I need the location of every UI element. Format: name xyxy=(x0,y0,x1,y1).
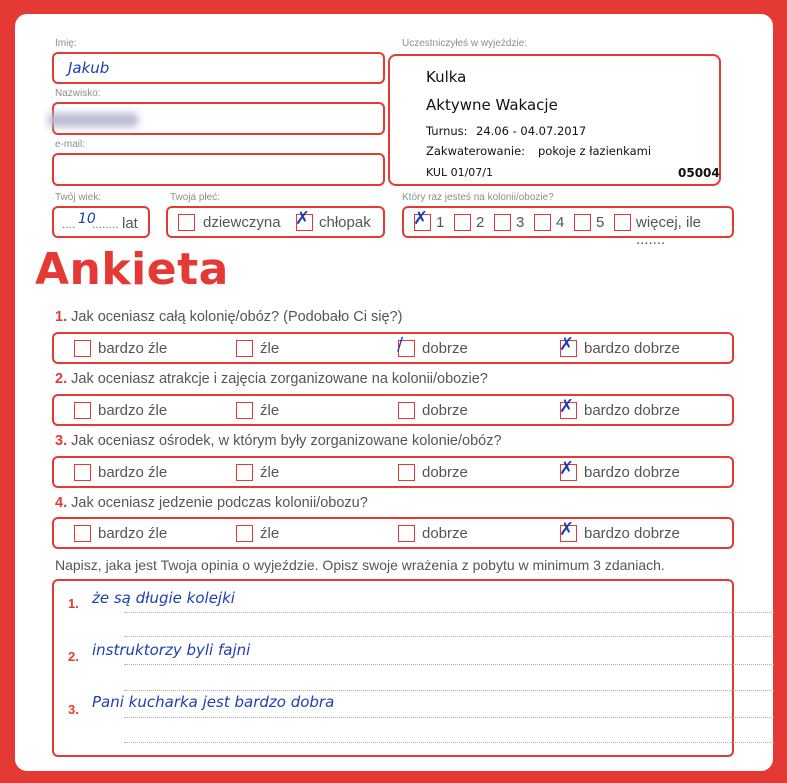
q4-zle-checkbox[interactable] xyxy=(236,525,253,542)
q2-bardzo-dobrze-label: bardzo dobrze xyxy=(584,402,680,419)
q3-bardzo-zle-checkbox[interactable] xyxy=(74,464,91,481)
trip-label: Uczestniczyłeś w wyjeździe: xyxy=(402,38,528,49)
q4-dobrze-checkbox[interactable] xyxy=(398,525,415,542)
imie-field[interactable] xyxy=(52,52,385,84)
q4-dobrze-label: dobrze xyxy=(422,525,468,542)
opinion-line-3-text: Pani kucharka jest bardzo dobra xyxy=(92,693,335,711)
opinion-line-3-rule xyxy=(124,717,774,718)
wiek-label: Twój wiek: xyxy=(55,192,102,203)
question-4-number: 4. xyxy=(55,495,68,511)
imie-value: Jakub xyxy=(68,59,110,77)
q3-zle-label: źle xyxy=(260,464,280,481)
trip-program: Aktywne Wakacje xyxy=(426,96,558,114)
time-4-label: 4 xyxy=(556,214,565,231)
zakwaterowanie-value: pokoje z łazienkami xyxy=(538,144,652,158)
q2-zle-label: źle xyxy=(260,402,280,419)
question-3-text: Jak oceniasz ośrodek, w którym były zorganizowane kolonie/obóz? xyxy=(71,433,502,449)
q2-bardzo-dobrze-checkbox[interactable] xyxy=(559,396,577,419)
turnus-value: 24.06 - 04.07.2017 xyxy=(476,124,587,138)
email-field[interactable] xyxy=(52,153,385,186)
chlopak-checkbox[interactable] xyxy=(295,208,313,231)
check-mark-icon: ✗ xyxy=(559,458,575,479)
opinion-line-2-number: 2. xyxy=(68,649,79,664)
time-5-label: 5 xyxy=(596,214,605,231)
check-mark-icon: ∕ xyxy=(397,334,404,355)
time-more-checkbox[interactable] xyxy=(614,214,631,231)
question-1 xyxy=(55,309,402,325)
q1-dobrze-label: dobrze xyxy=(422,340,468,357)
time-more-label: więcej, ile ....... xyxy=(636,214,702,248)
wiek-dots-2: ........ xyxy=(92,217,119,231)
q2-dobrze-label: dobrze xyxy=(422,402,468,419)
q1-dobrze-checkbox[interactable] xyxy=(397,334,415,357)
time-4-checkbox[interactable] xyxy=(534,214,551,231)
question-1-answers xyxy=(52,332,734,364)
time-1-label: 1 xyxy=(436,214,445,231)
redacted-surname xyxy=(48,113,138,127)
plec-field[interactable] xyxy=(166,206,385,238)
q3-dobrze-label: dobrze xyxy=(422,464,468,481)
q4-bardzo-dobrze-label: bardzo dobrze xyxy=(584,525,680,542)
trip-number: 05004 xyxy=(678,166,720,180)
q4-bardzo-dobrze-checkbox[interactable] xyxy=(559,519,577,542)
which-time-label: Który raz jesteś na kolonii/obozie? xyxy=(402,192,554,203)
trip-name: Kulka xyxy=(426,68,467,86)
check-mark-icon: ✗ xyxy=(295,208,311,229)
q1-bardzo-dobrze-checkbox[interactable] xyxy=(559,334,577,357)
q3-bardzo-dobrze-label: bardzo dobrze xyxy=(584,464,680,481)
time-2-label: 2 xyxy=(476,214,485,231)
q4-bardzo-zle-checkbox[interactable] xyxy=(74,525,91,542)
time-3-checkbox[interactable] xyxy=(494,214,511,231)
dziewczyna-label: dziewczyna xyxy=(203,214,281,231)
opinion-line-2-rule xyxy=(124,664,774,665)
question-4-answers xyxy=(52,517,734,549)
turnus-label: Turnus: xyxy=(426,124,468,138)
time-1-checkbox[interactable] xyxy=(413,208,431,231)
question-3-answers xyxy=(52,456,734,488)
opinion-line-1-text: że są długie kolejki xyxy=(92,589,235,607)
q3-dobrze-checkbox[interactable] xyxy=(398,464,415,481)
plec-label: Twoja płeć: xyxy=(170,192,221,203)
opinion-line-2-text: instruktorzy byli fajni xyxy=(92,641,251,659)
survey-title: Ankieta xyxy=(35,244,229,295)
q3-bardzo-zle-label: bardzo źle xyxy=(98,464,168,481)
dziewczyna-checkbox[interactable] xyxy=(178,214,195,231)
wiek-value: 10 xyxy=(78,211,96,227)
q4-zle-label: źle xyxy=(260,525,280,542)
zakwaterowanie-label: Zakwaterowanie: xyxy=(426,144,526,158)
imie-label: Imię: xyxy=(55,38,77,49)
time-2-checkbox[interactable] xyxy=(454,214,471,231)
wiek-dots: .... xyxy=(62,217,76,231)
q2-bardzo-zle-label: bardzo źle xyxy=(98,402,168,419)
question-1-text: Jak oceniasz całą kolonię/obóz? (Podobało Ci się?) xyxy=(71,309,403,325)
opinion-line-1-rule xyxy=(124,612,774,613)
opinion-rule xyxy=(124,742,774,743)
q1-bardzo-zle-checkbox[interactable] xyxy=(74,340,91,357)
check-mark-icon: ✗ xyxy=(559,396,575,417)
time-5-checkbox[interactable] xyxy=(574,214,591,231)
wiek-field[interactable] xyxy=(52,206,150,238)
question-3-number: 3. xyxy=(55,433,68,449)
email-label: e-mail: xyxy=(55,139,86,150)
question-4-text: Jak oceniasz jedzenie podczas kolonii/obozu? xyxy=(71,495,368,511)
opinion-box[interactable] xyxy=(52,579,734,757)
check-mark-icon: ✗ xyxy=(413,208,429,229)
opinion-rule xyxy=(124,690,774,691)
question-4 xyxy=(55,495,368,511)
question-2-answers xyxy=(52,394,734,426)
wiek-unit: lat xyxy=(122,215,138,232)
opinion-prompt: Napisz, jaka jest Twoja opinia o wyjeździe. Opisz swoje wrażenia z pobytu w minimum 3 zdaniach. xyxy=(55,557,665,573)
q2-dobrze-checkbox[interactable] xyxy=(398,402,415,419)
question-3 xyxy=(55,433,502,449)
q4-bardzo-zle-label: bardzo źle xyxy=(98,525,168,542)
q1-bardzo-dobrze-label: bardzo dobrze xyxy=(584,340,680,357)
q1-zle-checkbox[interactable] xyxy=(236,340,253,357)
q2-zle-checkbox[interactable] xyxy=(236,402,253,419)
check-mark-icon: ✗ xyxy=(559,334,575,355)
q1-bardzo-zle-label: bardzo źle xyxy=(98,340,168,357)
trip-box xyxy=(388,54,721,186)
check-mark-icon: ✗ xyxy=(559,519,575,540)
chlopak-label: chłopak xyxy=(319,214,371,231)
opinion-rule xyxy=(124,636,774,637)
q3-bardzo-dobrze-checkbox[interactable] xyxy=(559,458,577,481)
trip-code: KUL 01/07/1 xyxy=(426,166,493,179)
opinion-line-3-number: 3. xyxy=(68,702,79,717)
q3-zle-checkbox[interactable] xyxy=(236,464,253,481)
which-time-field[interactable] xyxy=(402,206,734,248)
question-2-number: 2. xyxy=(55,371,68,387)
nazwisko-label: Nazwisko: xyxy=(55,88,101,99)
question-2-text: Jak oceniasz atrakcje i zajęcia zorganizowane na kolonii/obozie? xyxy=(71,371,488,387)
question-2 xyxy=(55,371,488,387)
time-3-label: 3 xyxy=(516,214,525,231)
q1-zle-label: źle xyxy=(260,340,280,357)
q2-bardzo-zle-checkbox[interactable] xyxy=(74,402,91,419)
opinion-line-1-number: 1. xyxy=(68,596,79,611)
question-1-number: 1. xyxy=(55,309,68,325)
